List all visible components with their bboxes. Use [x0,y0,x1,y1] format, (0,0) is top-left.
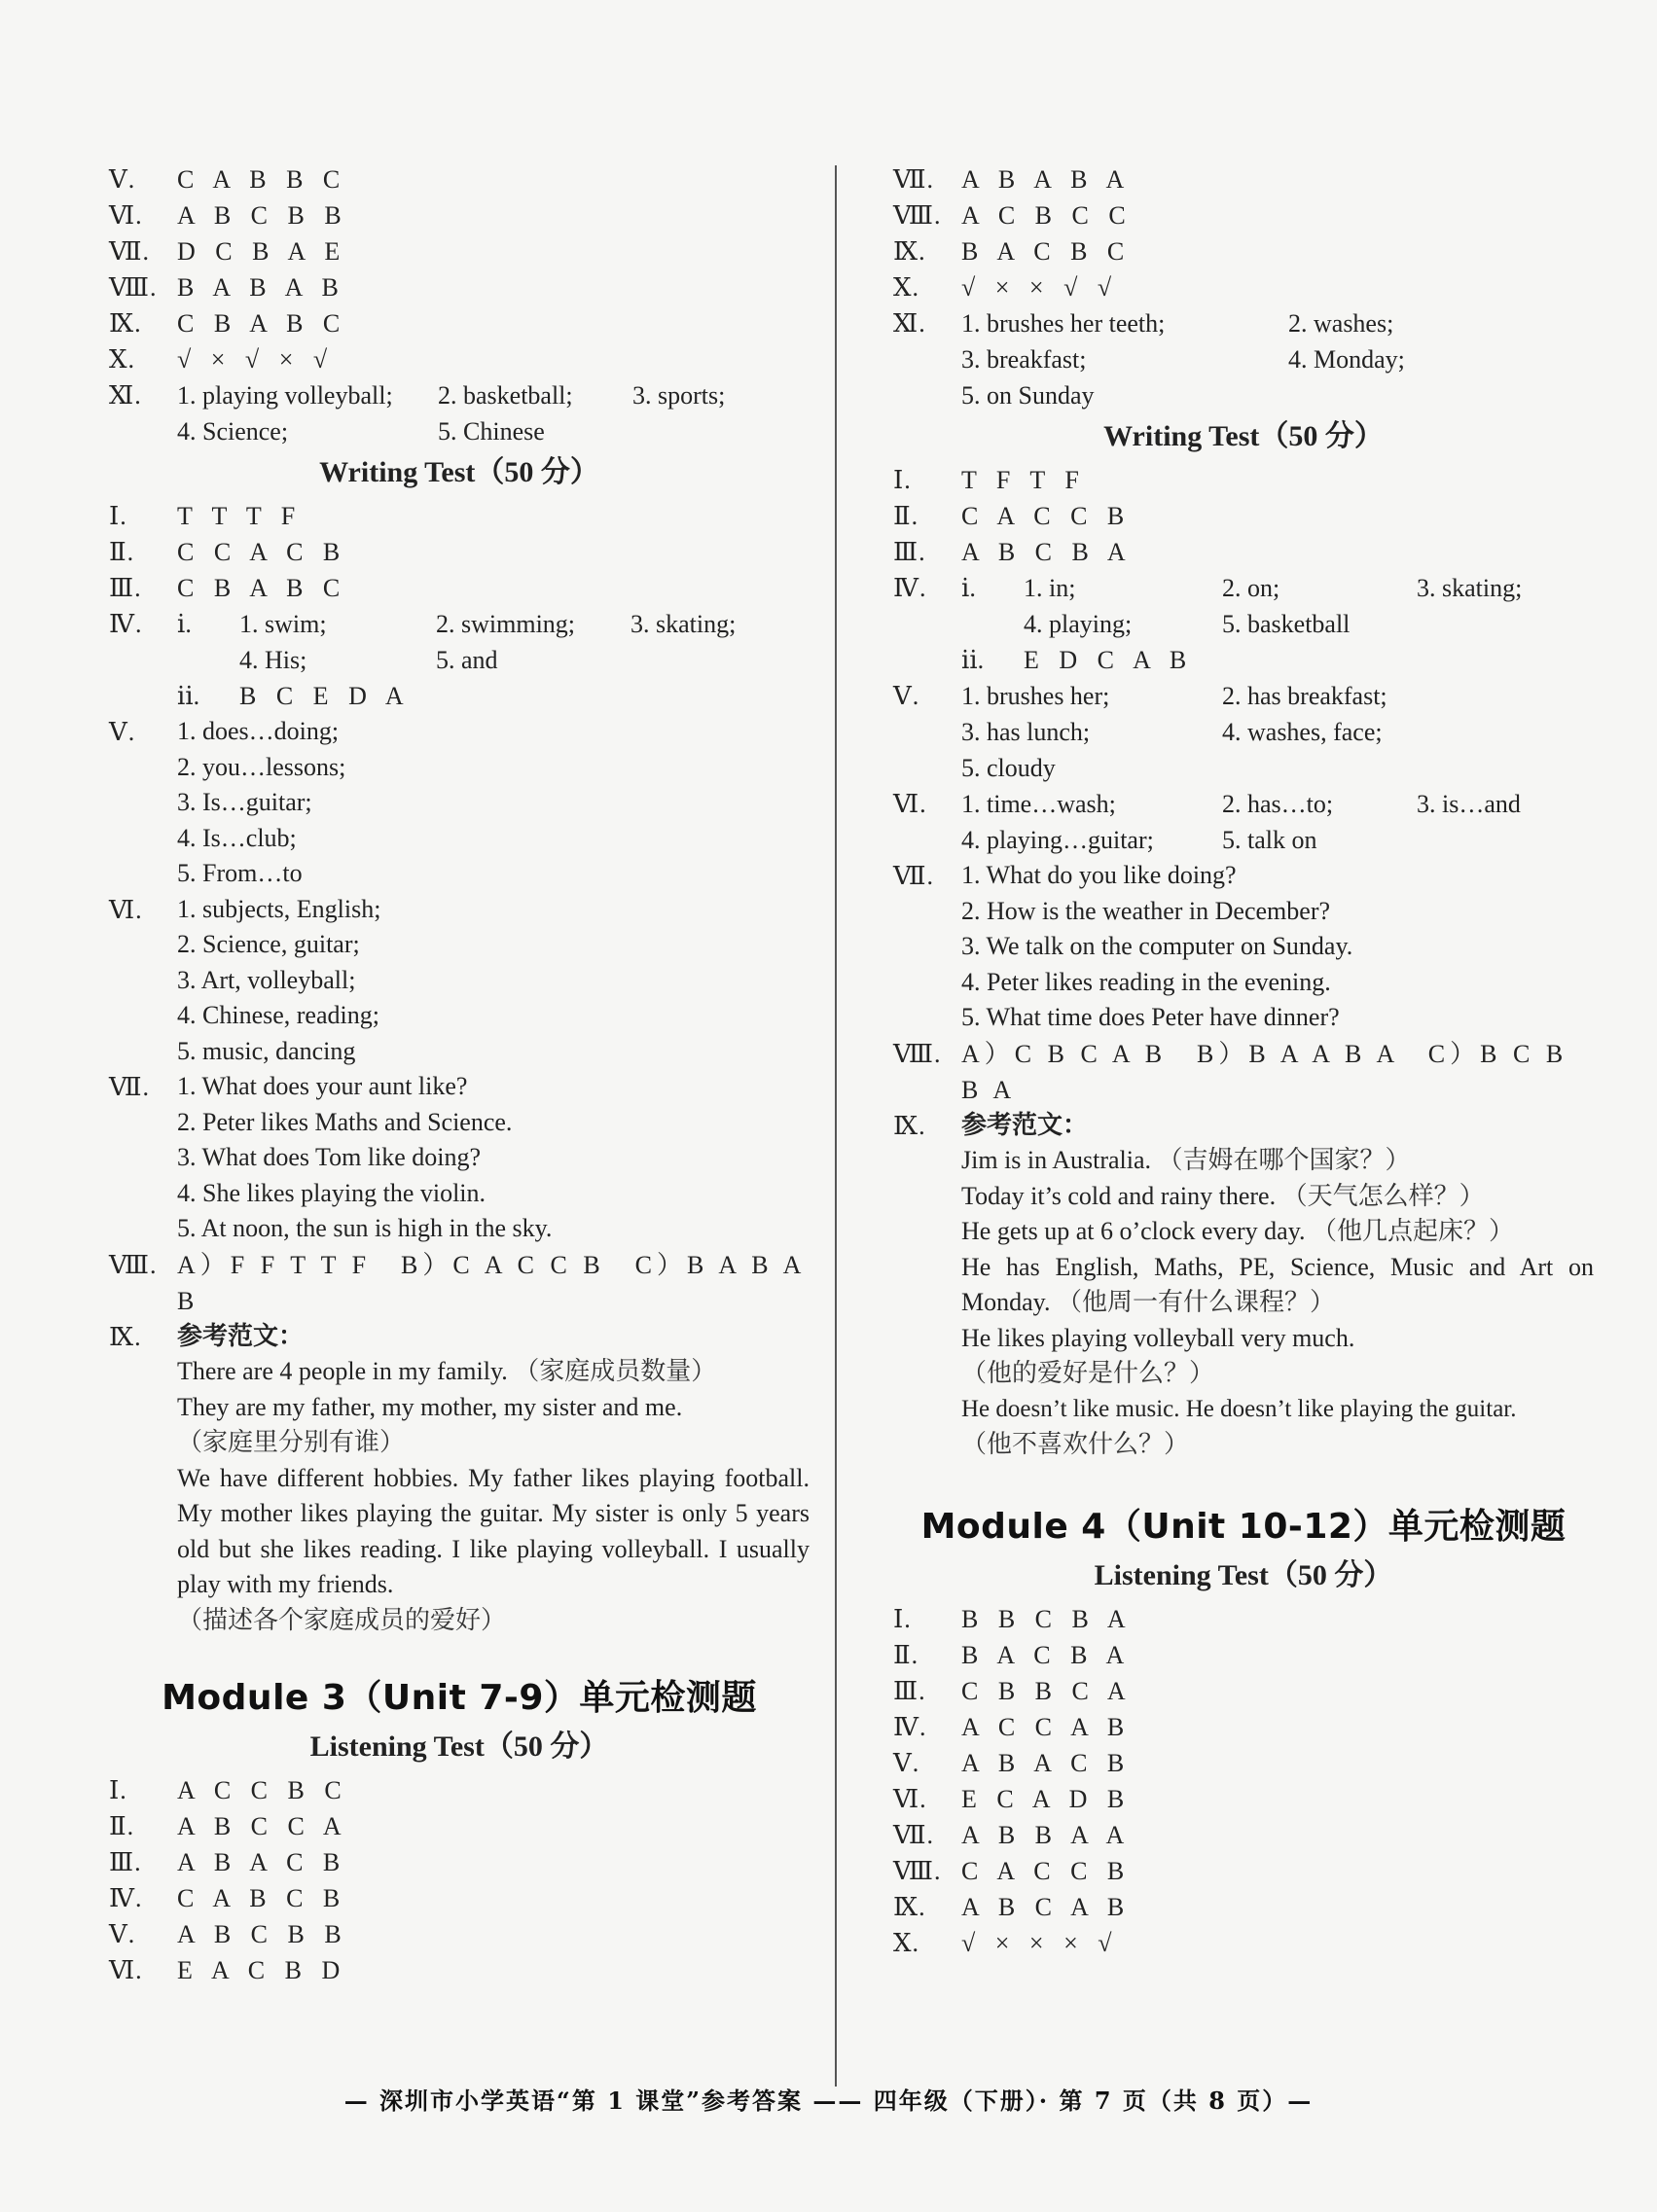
answer-row: Ⅰ. B B C B A [893,1604,1133,1633]
answer-row: Ⅲ. A B A C B [109,1848,347,1876]
sample-essay-label: 参考范文： [961,1110,1089,1139]
listening-test-heading: Listening Test（50 分） [1094,1558,1393,1591]
answer-row-viii: Ⅷ. A）F F T T F B）C A C C B C）B A B A B [109,1250,805,1315]
answer-row: Ⅲ. A B C B A [893,538,1133,566]
answer-row-vii: Ⅶ. 1. What do you like doing? 2. How is the weather in December? 3. We talk on the computer on Sunday. 4. Peter likes reading in the evening. 5. What time does Peter have dinner? [893,861,1353,1031]
answer-row: Ⅸ. A B C A B [893,1892,1132,1921]
answer-row: Ⅷ. B A B A B [109,273,345,302]
column-divider [835,165,837,2087]
answer-row: Ⅹ. √ × √ × √ [109,345,335,374]
answer-row: Ⅵ. E C A D B [893,1784,1132,1813]
answer-row: Ⅳ. A C C A B [893,1712,1132,1741]
page-footer: — 深圳市小学英语“第 1 课堂”参考答案 —— 四年级（下册）· 第 7 页（共 8 页）— [343,2087,1314,2115]
answer-row-v: Ⅴ. 1. does…doing; 2. you…lessons; 3. Is…guitar; 4. Is…club; 5. From…to [109,717,346,887]
answer-row: Ⅵ. A B C B B [109,201,348,230]
answer-row-v: Ⅴ. 1. brushes her; 2. has breakfast; 3. has lunch; 4. washes, face; 5. cloudy [893,682,1387,782]
sample-essay-label: 参考范文： [177,1321,305,1350]
answer-row: Ⅵ. E A C B D [109,1956,347,1984]
answer-row: Ⅱ. C C A C B [109,538,347,566]
answer-row: Ⅸ. C B A B C [109,309,347,338]
answer-row: Ⅰ. T F T F [893,466,1086,494]
answer-row: Ⅱ. C A C C B [893,502,1132,530]
answer-row-ix: Ⅸ. 参考范文： There are 4 people in my family. （家庭成员数量） They are my father, my mother, my sister and me. （家庭里分别有谁） We have different hobbies. My father likes playing football. My mother likes playing the guitar. My sister is only 5 years old but she likes reading. I like playing volleyball. I usually play with my friends. （描述各个家庭成员的爱好） [109,1319,810,1639]
answer-row-vi: Ⅵ. 1. time…wash; 2. has…to; 3. is…and 4. playing…guitar; 5. talk on [893,790,1521,854]
answer-row: Ⅲ. C B A B C [109,574,347,602]
writing-test-heading: Writing Test（50 分） [1103,420,1384,452]
answer-row: Ⅶ. A B A B A [893,165,1132,194]
answer-row-iv: Ⅳ. ⅰ. 1. swim; 2. swimming; 3. skating; 4. His; 5. and ⅱ. B C E D A [109,610,737,710]
answer-row: Ⅷ. A C B C C [893,201,1133,230]
left-column [109,161,810,1988]
module-3-title: Module 3（Unit 7-9）单元检测题 [162,1678,757,1718]
answer-row: Ⅱ. A B C C A [109,1812,348,1840]
answer-row: Ⅰ. T T T F [109,502,303,530]
answer-row: Ⅳ. C A B C B [109,1884,347,1912]
answer-row-iv: Ⅳ. ⅰ. 1. in; 2. on; 3. skating; 4. playing; 5. basketball ⅱ. E D C A B [893,574,1523,674]
answer-row: Ⅰ. A C C B C [109,1776,348,1804]
answer-row: Ⅴ. C A B B C [109,165,347,194]
module-4-title: Module 4（Unit 10-12）单元检测题 [920,1506,1567,1547]
sample-essay-paragraph: We have different hobbies. My father likes playing football. My mother likes playing the guitar. My sister is only 5 years old but she likes reading. I like playing volleyball. I usually play with my friends. [177,1463,810,1598]
answer-row: Ⅶ. A B B A A [893,1820,1132,1849]
answer-row-viii: Ⅷ. A）C B C A B B）B A A B A C）B C B B A [893,1039,1568,1104]
answer-row: Ⅴ. A B A C B [893,1748,1132,1777]
writing-test-heading: Writing Test（50 分） [319,456,599,488]
right-column [893,161,1594,1961]
answer-row-xi: Ⅺ. 1. playing volleyball; 2. basketball; 3. sports; 4. Science; 5. Chinese [109,381,726,446]
answer-row: Ⅶ. D C B A E [109,237,347,266]
answer-row-ix: Ⅸ. 参考范文： Jim is in Australia. （吉姆在哪个国家？） Today it’s cold and rainy there. （天气怎么样？） He gets up at 6 o’clock every day. （他几点起床？） He has English, Maths, PE, Science, Music and Art on Monday. （他周一有什么课程？） He likes playing volleyball very much. （他的爱好是什么？） He doesn’t like music. He doesn’t like playing the guitar. （他不喜欢什么？） [893,1108,1594,1463]
answer-row: Ⅲ. C B B C A [893,1676,1133,1705]
answer-row: Ⅹ. √ × × × √ [893,1928,1119,1957]
answer-row: Ⅴ. A B C B B [109,1920,348,1948]
answer-row: Ⅸ. B A C B C [893,237,1132,266]
answer-row: Ⅱ. B A C B A [893,1640,1132,1669]
answer-row-vii: Ⅶ. 1. What does your aunt like? 2. Peter likes Maths and Science. 3. What does Tom like doing? 4. She likes playing the violin. 5. At noon, the sun is high in the sky. [109,1072,553,1242]
left-top-answers [109,161,810,377]
answer-row: Ⅹ. √ × × √ √ [893,273,1119,302]
listening-test-heading: Listening Test（50 分） [309,1730,609,1763]
answer-row: Ⅷ. C A C C B [893,1856,1132,1885]
answer-row-xi: Ⅺ. 1. brushes her teeth; 2. washes; 3. breakfast; 4. Monday; 5. on Sunday [893,309,1405,410]
answer-row-vi: Ⅵ. 1. subjects, English; 2. Science, guitar; 3. Art, volleyball; 4. Chinese, reading; 5. music, dancing [109,894,381,1065]
